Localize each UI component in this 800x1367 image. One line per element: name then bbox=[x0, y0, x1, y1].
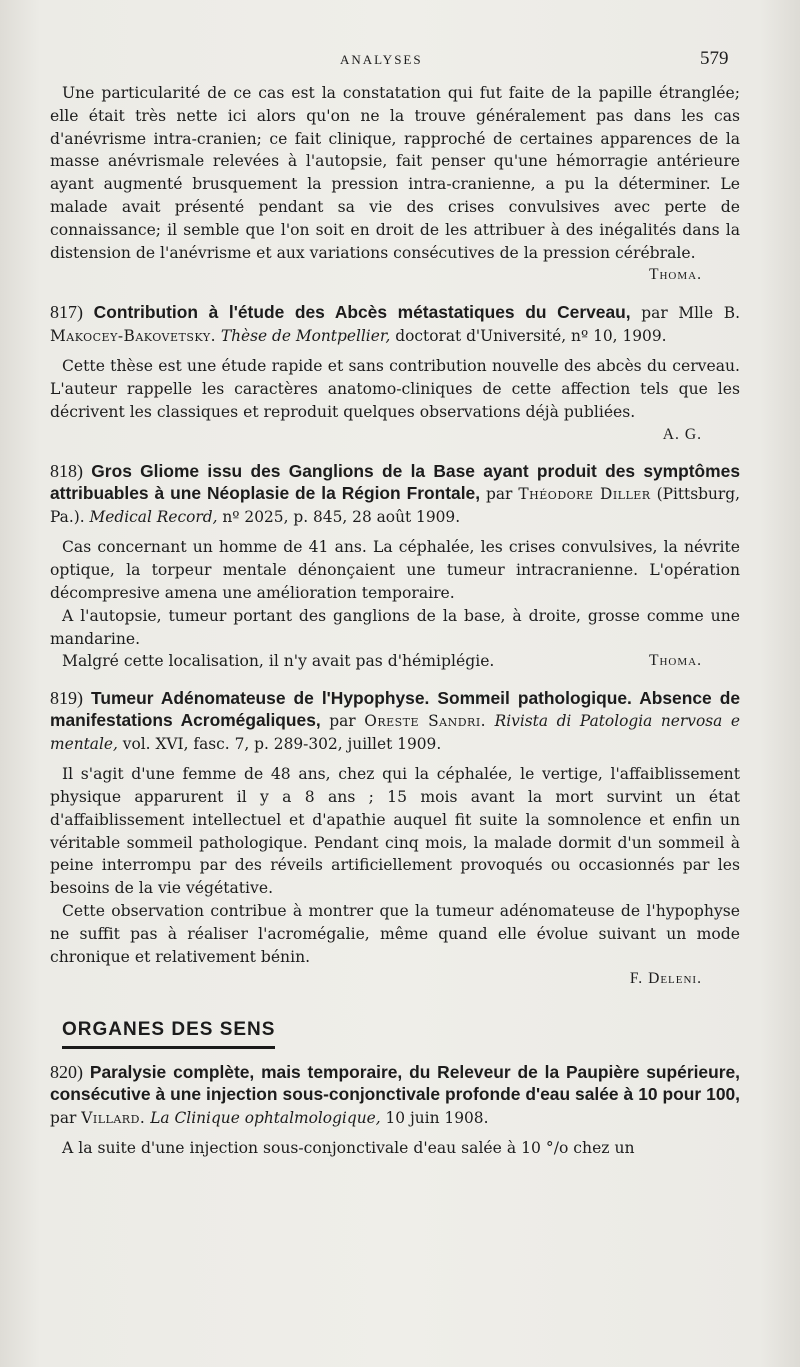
entry-title: Gros Gliome issu des Ganglions de la Base ayant produit des symptômes attribuables à une Néoplasie de la Région Frontale, bbox=[50, 461, 740, 504]
page-body bbox=[50, 82, 740, 1160]
continued-paragraph: Une particularité de ce cas est la constatation qui fut faite de la papille étranglée; elle était très nette ici alors qu'on ne la trouve généralement pas dans les cas d'anévrisme intra-cranien; ce fait clinique, rapproché de certaines apparences de la masse anévrismale relevées à l'autopsie, fait penser qu'une hémorragie antérieure ayant augmenté brusquement la pression intra-cranienne, a pu la déterminer. Le malade avait présenté pendant sa vie des crises convulsives avec perte de connaissance; il semble que l'on soit en droit de les attribuer à des inégalités dans la distension de l'anévrisme et aux variations consécutives de la pression cérébrale. bbox=[50, 84, 740, 262]
signature: Thoma. bbox=[648, 652, 702, 670]
abstract-entry-820 bbox=[50, 1061, 740, 1160]
entry-byline-prefix: par bbox=[320, 712, 365, 731]
page-number: 579 bbox=[700, 48, 729, 69]
entry-source: Rivista di Patologia nervosa e mentale, bbox=[50, 712, 740, 754]
entry-number: 818) bbox=[50, 461, 83, 482]
entry-paragraph: Il s'agit d'une femme de 48 ans, chez qui la céphalée, le vertige, l'affaiblissement physique apparurent il y a 8 ans ; 15 mois avant la mort survint un état d'affaiblissement intellectuel et d'apathie auquel fit suite la somnolence et enfin un véritable sommeil pathologique. Pendant cinq mois, la malade dormit d'un sommeil à peine interrompu par des réveils artificiellement provoqués ou occasionnés par les besoins de la vie végétative. bbox=[50, 765, 740, 898]
signature: F. Deleni. bbox=[629, 970, 702, 988]
entry-author: Oreste Sandri. bbox=[364, 712, 487, 731]
signature: Thoma. bbox=[648, 266, 702, 284]
entry-number: 820) bbox=[50, 1062, 83, 1083]
entry-details: doctorat d'Université, nº 10, 1909. bbox=[390, 327, 667, 346]
entry-paragraph: Cas concernant un homme de 41 ans. La céphalée, les crises convulsives, la névrite optique, la torpeur mentale dénonçaient une tumeur intracranienne. L'opération décompresive amena une amélioration temporaire. bbox=[50, 538, 740, 602]
entry-details: 10 juin 1908. bbox=[380, 1109, 489, 1128]
entry-paragraph: A la suite d'une injection sous-conjonctivale d'eau salée à 10 °/o chez un bbox=[62, 1139, 635, 1158]
signature-line bbox=[50, 264, 740, 287]
entry-paragraph: Malgré cette localisation, il n'y avait pas d'hémiplégie. bbox=[62, 652, 495, 671]
section-heading: ORGANES DES SENS bbox=[62, 1019, 275, 1049]
signature: A. G. bbox=[662, 425, 702, 443]
running-head: ANALYSES bbox=[340, 52, 423, 67]
entry-title: Contribution à l'étude des Abcès métastatiques du Cerveau, bbox=[93, 302, 631, 323]
entry-byline-prefix: par Mlle B. bbox=[630, 304, 740, 323]
entry-byline-prefix: par bbox=[480, 485, 519, 504]
entry-details-pre: (Pittsburg, Pa.). bbox=[50, 485, 741, 527]
entry-paragraph: Cette observation contribue à montrer que la tumeur adénomateuse de l'hypophyse ne suffit pas à réaliser l'acromégalie, même quand elle évolue suivant un mode chronique et relativement bénin. bbox=[50, 901, 740, 966]
entry-details: vol. XVI, fasc. 7, p. 289-302, juillet 1909. bbox=[117, 735, 442, 754]
entry-title: Tumeur Adénomateuse de l'Hypophyse. Sommeil pathologique. Absence de manifestations Acromégaliques, bbox=[50, 688, 740, 731]
entry-title-block bbox=[50, 301, 740, 347]
entry-source: Medical Record, bbox=[89, 508, 218, 527]
entry-author: Villard. bbox=[81, 1109, 146, 1128]
last-paragraph-line bbox=[50, 650, 740, 673]
entry-source: Thèse de Montpellier, bbox=[220, 327, 391, 346]
entry-paragraph: A l'autopsie, tumeur portant des ganglions de la base, à droite, grosse comme une mandarine. bbox=[50, 606, 740, 648]
entry-paragraph: Cette thèse est une étude rapide et sans contribution nouvelle des abcès du cerveau. L'auteur rappelle les caractères anatomo-cliniques de cette affection tels que les décrivent les classiques et reproduit quelques observations déjà publiées. bbox=[50, 357, 740, 421]
abstract-entry-819 bbox=[50, 687, 740, 991]
entry-details: nº 2025, p. 845, 28 août 1909. bbox=[217, 508, 461, 527]
page-header bbox=[0, 48, 800, 76]
entry-byline-prefix: par bbox=[50, 1109, 82, 1128]
signature-line bbox=[50, 968, 740, 991]
signature-line bbox=[50, 424, 740, 447]
abstract-entry-818 bbox=[50, 460, 740, 673]
entry-details-pre bbox=[486, 712, 495, 730]
entry-author: Théodore Diller bbox=[518, 485, 651, 504]
entry-source: La Clinique ophtalmologique, bbox=[150, 1109, 381, 1128]
entry-title: Paralysie complète, mais temporaire, du Releveur de la Paupière supérieure, consécutive à une injection sous-conjonctivale profonde d'eau salée à 10 pour 100, bbox=[50, 1062, 740, 1105]
abstract-entry-817 bbox=[50, 301, 740, 446]
section-heading-wrap bbox=[50, 991, 740, 1047]
entry-title-block bbox=[50, 460, 740, 528]
entry-number: 819) bbox=[50, 688, 83, 709]
entry-number: 817) bbox=[50, 302, 83, 323]
entry-title-block bbox=[50, 687, 740, 755]
entry-author: Makocey-Bakovetsky. bbox=[50, 327, 216, 346]
entry-title-block bbox=[50, 1061, 740, 1129]
